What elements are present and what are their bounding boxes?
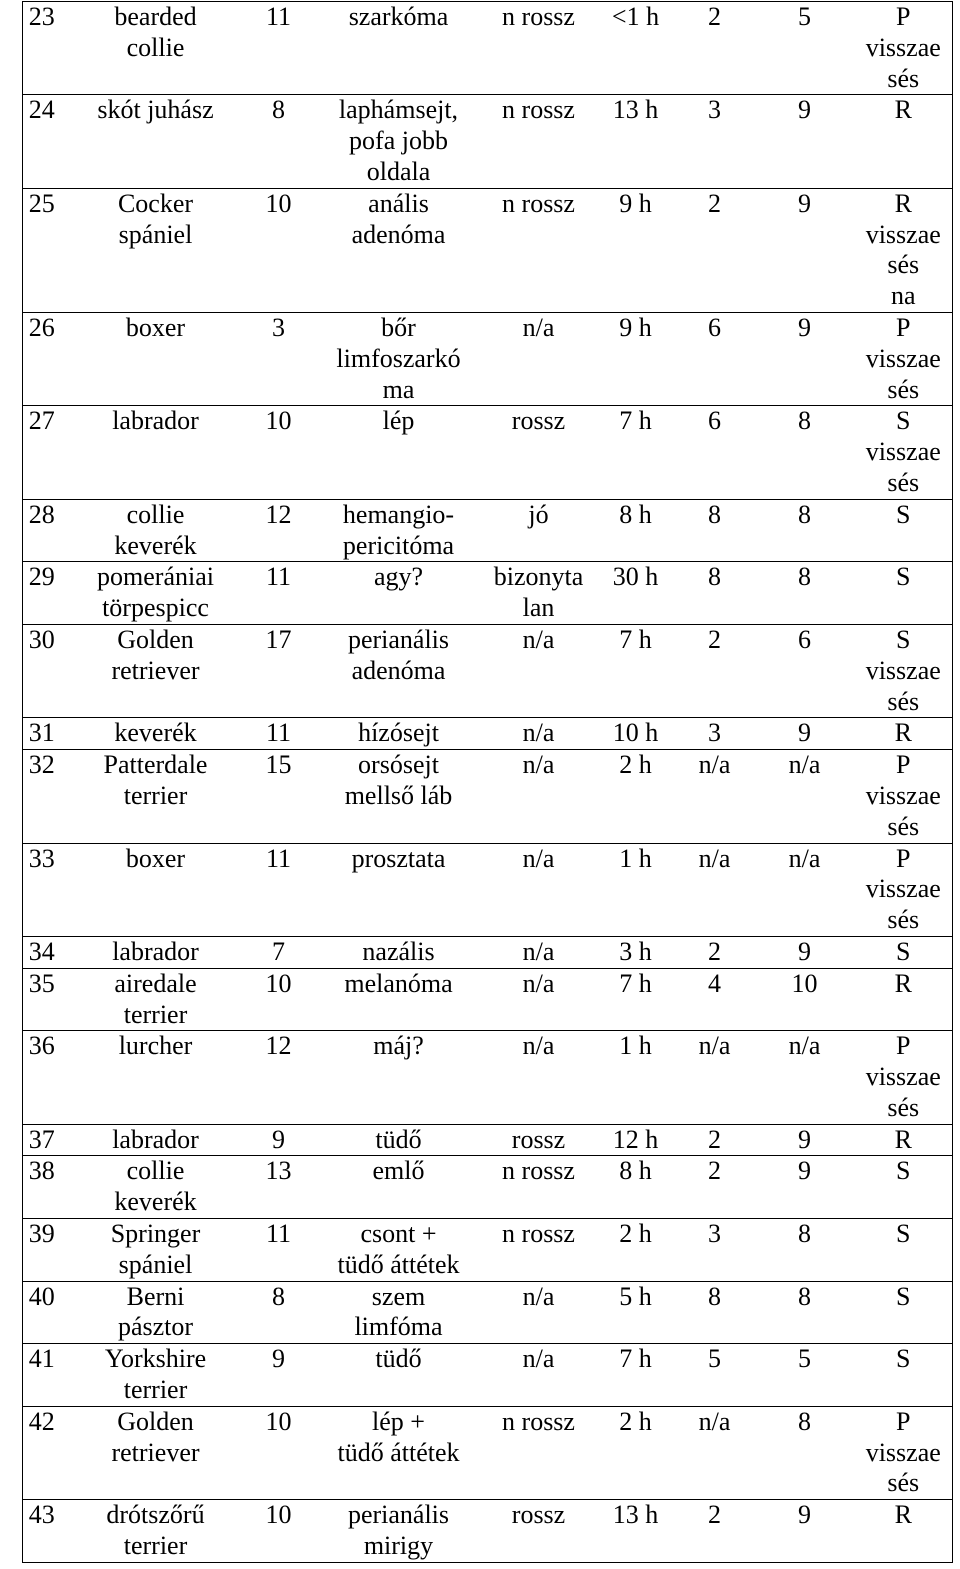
breed-cell: lurcher: [61, 1031, 251, 1124]
tumor-type-cell: perianális mirigy: [307, 1500, 491, 1563]
breed-cell: labrador: [61, 936, 251, 968]
breed-cell: skót juhász: [61, 95, 251, 188]
tumor-type-cell: lép + tüdő áttétek: [307, 1406, 491, 1499]
table-row: [23, 624, 953, 717]
case-number-cell: 25: [23, 188, 61, 312]
breed-cell: labrador: [61, 1124, 251, 1156]
time-cell: 8 h: [587, 499, 681, 562]
time-cell: 1 h: [587, 843, 681, 936]
breed-cell: Golden retriever: [61, 1406, 251, 1499]
score-cell: n/a: [749, 843, 861, 936]
time-cell: 13 h: [587, 1500, 681, 1563]
age-cell: 11: [251, 1219, 307, 1282]
case-number-cell: 30: [23, 624, 61, 717]
time-cell: 30 h: [587, 562, 681, 625]
score-cell: 8: [681, 1281, 749, 1344]
tumor-type-cell: melanóma: [307, 968, 491, 1031]
outcome-cell: S: [861, 499, 953, 562]
score-cell: 9: [749, 1124, 861, 1156]
case-number-cell: 42: [23, 1406, 61, 1499]
score-cell: 8: [749, 1281, 861, 1344]
table-row: [23, 499, 953, 562]
case-number-cell: 33: [23, 843, 61, 936]
time-cell: 8 h: [587, 1156, 681, 1219]
case-number-cell: 29: [23, 562, 61, 625]
breed-cell: Golden retriever: [61, 624, 251, 717]
outcome-cell: S visszae sés: [861, 624, 953, 717]
age-cell: 9: [251, 1344, 307, 1407]
case-number-cell: 41: [23, 1344, 61, 1407]
outcome-cell: R: [861, 968, 953, 1031]
score-cell: 2: [681, 1500, 749, 1563]
tumor-type-cell: lép: [307, 406, 491, 499]
score-cell: 3: [681, 1219, 749, 1282]
case-number-cell: 28: [23, 499, 61, 562]
outcome-cell: P visszae sés: [861, 1406, 953, 1499]
case-number-cell: 26: [23, 312, 61, 405]
prognosis-cell: bizonyta lan: [491, 562, 587, 625]
score-cell: n/a: [749, 750, 861, 843]
score-cell: 6: [749, 624, 861, 717]
breed-cell: Patterdale terrier: [61, 750, 251, 843]
outcome-cell: R: [861, 1500, 953, 1563]
time-cell: 12 h: [587, 1124, 681, 1156]
score-cell: 2: [681, 1156, 749, 1219]
case-number-cell: 35: [23, 968, 61, 1031]
table-row: [23, 718, 953, 750]
time-cell: 7 h: [587, 624, 681, 717]
table-row: [23, 1156, 953, 1219]
table-row: [23, 1406, 953, 1499]
case-number-cell: 37: [23, 1124, 61, 1156]
age-cell: 8: [251, 95, 307, 188]
breed-cell: boxer: [61, 312, 251, 405]
time-cell: 5 h: [587, 1281, 681, 1344]
outcome-cell: S: [861, 1344, 953, 1407]
prognosis-cell: n/a: [491, 750, 587, 843]
age-cell: 7: [251, 936, 307, 968]
score-cell: 9: [749, 312, 861, 405]
breed-cell: labrador: [61, 406, 251, 499]
score-cell: 3: [681, 718, 749, 750]
tumor-type-cell: nazális: [307, 936, 491, 968]
data-table: [22, 1, 953, 1563]
outcome-cell: S: [861, 936, 953, 968]
age-cell: 10: [251, 1500, 307, 1563]
score-cell: 9: [749, 188, 861, 312]
tumor-type-cell: emlő: [307, 1156, 491, 1219]
score-cell: 9: [749, 718, 861, 750]
table-row: [23, 1124, 953, 1156]
age-cell: 8: [251, 1281, 307, 1344]
time-cell: <1 h: [587, 2, 681, 95]
score-cell: 9: [749, 1500, 861, 1563]
breed-cell: collie keverék: [61, 499, 251, 562]
breed-cell: Berni pásztor: [61, 1281, 251, 1344]
time-cell: 7 h: [587, 406, 681, 499]
breed-cell: drótszőrű terrier: [61, 1500, 251, 1563]
breed-cell: Springer spániel: [61, 1219, 251, 1282]
prognosis-cell: n/a: [491, 968, 587, 1031]
score-cell: 8: [749, 562, 861, 625]
age-cell: 10: [251, 1406, 307, 1499]
tumor-type-cell: hízósejt: [307, 718, 491, 750]
breed-cell: boxer: [61, 843, 251, 936]
table-row: [23, 312, 953, 405]
outcome-cell: R: [861, 718, 953, 750]
table-row: [23, 95, 953, 188]
age-cell: 17: [251, 624, 307, 717]
outcome-cell: P visszae sés: [861, 843, 953, 936]
score-cell: 10: [749, 968, 861, 1031]
score-cell: 2: [681, 936, 749, 968]
prognosis-cell: n/a: [491, 843, 587, 936]
score-cell: 9: [749, 936, 861, 968]
prognosis-cell: jó: [491, 499, 587, 562]
table-row: [23, 1281, 953, 1344]
score-cell: 2: [681, 2, 749, 95]
tumor-type-cell: hemangio- pericitóma: [307, 499, 491, 562]
score-cell: 8: [749, 499, 861, 562]
age-cell: 3: [251, 312, 307, 405]
time-cell: 2 h: [587, 1219, 681, 1282]
prognosis-cell: n rossz: [491, 1156, 587, 1219]
table-row: [23, 1031, 953, 1124]
tumor-type-cell: szarkóma: [307, 2, 491, 95]
table-row: [23, 750, 953, 843]
age-cell: 11: [251, 718, 307, 750]
prognosis-cell: n/a: [491, 312, 587, 405]
table-row: [23, 1344, 953, 1407]
score-cell: 2: [681, 624, 749, 717]
case-number-cell: 24: [23, 95, 61, 188]
time-cell: 9 h: [587, 312, 681, 405]
table-row: [23, 968, 953, 1031]
case-number-cell: 43: [23, 1500, 61, 1563]
score-cell: 8: [681, 499, 749, 562]
time-cell: 1 h: [587, 1031, 681, 1124]
time-cell: 13 h: [587, 95, 681, 188]
outcome-cell: R: [861, 95, 953, 188]
case-number-cell: 23: [23, 2, 61, 95]
score-cell: 9: [749, 95, 861, 188]
tumor-type-cell: laphámsejt, pofa jobb oldala: [307, 95, 491, 188]
tumor-type-cell: orsósejt mellső láb: [307, 750, 491, 843]
score-cell: n/a: [681, 843, 749, 936]
score-cell: n/a: [681, 1406, 749, 1499]
age-cell: 12: [251, 499, 307, 562]
prognosis-cell: n rossz: [491, 1406, 587, 1499]
score-cell: 5: [681, 1344, 749, 1407]
score-cell: 9: [749, 1156, 861, 1219]
tumor-type-cell: máj?: [307, 1031, 491, 1124]
score-cell: 2: [681, 188, 749, 312]
age-cell: 10: [251, 968, 307, 1031]
breed-cell: airedale terrier: [61, 968, 251, 1031]
prognosis-cell: rossz: [491, 406, 587, 499]
score-cell: n/a: [749, 1031, 861, 1124]
score-cell: 4: [681, 968, 749, 1031]
breed-cell: collie keverék: [61, 1156, 251, 1219]
age-cell: 11: [251, 843, 307, 936]
case-number-cell: 40: [23, 1281, 61, 1344]
tumor-type-cell: perianális adenóma: [307, 624, 491, 717]
score-cell: n/a: [681, 750, 749, 843]
prognosis-cell: n/a: [491, 1031, 587, 1124]
outcome-cell: S: [861, 1281, 953, 1344]
outcome-cell: P visszae sés: [861, 1031, 953, 1124]
time-cell: 2 h: [587, 1406, 681, 1499]
prognosis-cell: n rossz: [491, 95, 587, 188]
tumor-type-cell: anális adenóma: [307, 188, 491, 312]
outcome-cell: S: [861, 562, 953, 625]
age-cell: 11: [251, 562, 307, 625]
age-cell: 15: [251, 750, 307, 843]
age-cell: 10: [251, 406, 307, 499]
time-cell: 7 h: [587, 968, 681, 1031]
age-cell: 10: [251, 188, 307, 312]
age-cell: 13: [251, 1156, 307, 1219]
breed-cell: bearded collie: [61, 2, 251, 95]
score-cell: n/a: [681, 1031, 749, 1124]
prognosis-cell: rossz: [491, 1500, 587, 1563]
tumor-type-cell: agy?: [307, 562, 491, 625]
prognosis-cell: n/a: [491, 624, 587, 717]
outcome-cell: R: [861, 1124, 953, 1156]
prognosis-cell: n/a: [491, 1344, 587, 1407]
breed-cell: pomerániai törpespicc: [61, 562, 251, 625]
age-cell: 12: [251, 1031, 307, 1124]
prognosis-cell: rossz: [491, 1124, 587, 1156]
prognosis-cell: n rossz: [491, 188, 587, 312]
score-cell: 5: [749, 2, 861, 95]
time-cell: 7 h: [587, 1344, 681, 1407]
tumor-type-cell: szem limfóma: [307, 1281, 491, 1344]
table-row: [23, 188, 953, 312]
outcome-cell: S: [861, 1219, 953, 1282]
table-row: [23, 1219, 953, 1282]
score-cell: 8: [749, 1219, 861, 1282]
prognosis-cell: n/a: [491, 718, 587, 750]
score-cell: 5: [749, 1344, 861, 1407]
case-number-cell: 32: [23, 750, 61, 843]
score-cell: 6: [681, 312, 749, 405]
prognosis-cell: n rossz: [491, 1219, 587, 1282]
time-cell: 10 h: [587, 718, 681, 750]
score-cell: 8: [749, 406, 861, 499]
case-number-cell: 34: [23, 936, 61, 968]
prognosis-cell: n rossz: [491, 2, 587, 95]
time-cell: 2 h: [587, 750, 681, 843]
time-cell: 9 h: [587, 188, 681, 312]
table-row: [23, 1500, 953, 1563]
breed-cell: keverék: [61, 718, 251, 750]
table-row: [23, 406, 953, 499]
prognosis-cell: n/a: [491, 1281, 587, 1344]
outcome-cell: P visszae sés: [861, 2, 953, 95]
table-row: [23, 562, 953, 625]
case-number-cell: 31: [23, 718, 61, 750]
tumor-type-cell: prosztata: [307, 843, 491, 936]
score-cell: 8: [681, 562, 749, 625]
table-row: [23, 843, 953, 936]
age-cell: 9: [251, 1124, 307, 1156]
tumor-type-cell: tüdő: [307, 1124, 491, 1156]
table-row: [23, 2, 953, 95]
outcome-cell: S visszae sés: [861, 406, 953, 499]
score-cell: 8: [749, 1406, 861, 1499]
tumor-type-cell: csont + tüdő áttétek: [307, 1219, 491, 1282]
prognosis-cell: n/a: [491, 936, 587, 968]
table-row: [23, 936, 953, 968]
case-number-cell: 38: [23, 1156, 61, 1219]
age-cell: 11: [251, 2, 307, 95]
tumor-type-cell: bőr limfoszarkó ma: [307, 312, 491, 405]
case-number-cell: 36: [23, 1031, 61, 1124]
case-number-cell: 39: [23, 1219, 61, 1282]
score-cell: 2: [681, 1124, 749, 1156]
score-cell: 6: [681, 406, 749, 499]
tumor-type-cell: tüdő: [307, 1344, 491, 1407]
case-number-cell: 27: [23, 406, 61, 499]
outcome-cell: P visszae sés: [861, 750, 953, 843]
breed-cell: Cocker spániel: [61, 188, 251, 312]
outcome-cell: P visszae sés: [861, 312, 953, 405]
score-cell: 3: [681, 95, 749, 188]
outcome-cell: S: [861, 1156, 953, 1219]
time-cell: 3 h: [587, 936, 681, 968]
breed-cell: Yorkshire terrier: [61, 1344, 251, 1407]
outcome-cell: R visszae sés na: [861, 188, 953, 312]
